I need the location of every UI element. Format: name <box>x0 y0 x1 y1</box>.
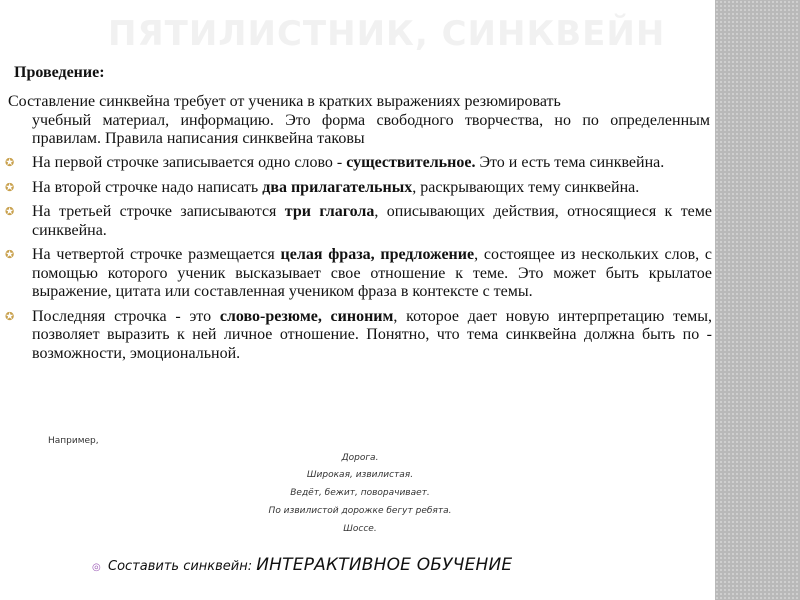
list-item <box>0 203 712 240</box>
item-text: На второй строчке надо написать <box>32 178 263 196</box>
item-keyword: существительное. <box>346 154 476 171</box>
list-item <box>0 246 712 302</box>
item-text: , описывающих действия, относящиеся к теме синквейна. <box>32 203 713 239</box>
circle-bullet-icon: ◎ <box>92 562 101 573</box>
poem-line: Ведёт, бежит, поворачивает. <box>290 488 430 498</box>
task-topic: ИНТЕРАКТИВНОЕ ОБУЧЕНИЕ <box>256 555 513 575</box>
item-text: На первой строчке записывается одно слово - <box>32 154 347 171</box>
star-bullet-icon: ✪ <box>5 157 15 169</box>
item-text: , состоящее из нескольких слов, с помощью которого ученик высказывает свое отношение к теме. Это может быть крылатое выражение, цитата или составленная учеником фраза в контексте с темы. <box>32 246 712 300</box>
item-text: На третьей строчке записываются <box>32 203 285 220</box>
star-bullet-icon: ✪ <box>5 206 15 218</box>
item-text: Последняя строчка - это <box>32 307 220 325</box>
star-bullet-icon: ✪ <box>5 181 15 194</box>
task-line <box>92 555 513 575</box>
task-label: Составить синквейн: <box>108 559 257 574</box>
item-text: Это и есть тема синквейна. <box>475 154 665 171</box>
poem-line: Широкая, извилистая. <box>306 470 414 480</box>
item-text: , раскрывающих тему синквейна. <box>412 178 640 196</box>
example-label: Например, <box>48 436 99 446</box>
intro-first-line: Составление синквейна требует от ученика в кратких выражениях резюмировать <box>8 93 561 110</box>
intro-paragraph <box>8 93 710 149</box>
poem-line: Дорога. <box>341 453 379 463</box>
rules-list <box>0 154 712 369</box>
star-bullet-icon: ✪ <box>5 249 15 261</box>
item-keyword: целая фраза, предложение <box>280 246 475 263</box>
intro-rest: учебный материал, информацию. Это форма свободного творчества, но по определенным правилам. Правила написания синквейна таковы <box>32 111 710 147</box>
star-bullet-icon: ✪ <box>5 310 15 323</box>
item-keyword: два прилагательных <box>262 178 413 196</box>
item-text: На четвертой строчке размещается <box>32 246 281 263</box>
poem-line: Шоссе. <box>343 524 377 534</box>
decorative-sidebar <box>715 0 800 600</box>
slide-title: ПЯТИЛИСТНИК, СИНКВЕЙН <box>108 14 666 54</box>
item-text: , которое дает новую интерпретацию темы, позволяет выразить к ней личное отношение. Понятно, что тема синквейна должна быть по - возможности, эмоциональной. <box>32 307 712 362</box>
list-item <box>0 179 712 198</box>
item-keyword: три глагола <box>284 203 375 220</box>
list-item <box>0 308 712 364</box>
list-item <box>0 154 712 173</box>
section-subtitle: Проведение: <box>14 64 105 81</box>
poem-line: По извилистой дорожке бегут ребята. <box>268 506 452 516</box>
item-keyword: слово-резюме, синоним <box>219 307 394 325</box>
